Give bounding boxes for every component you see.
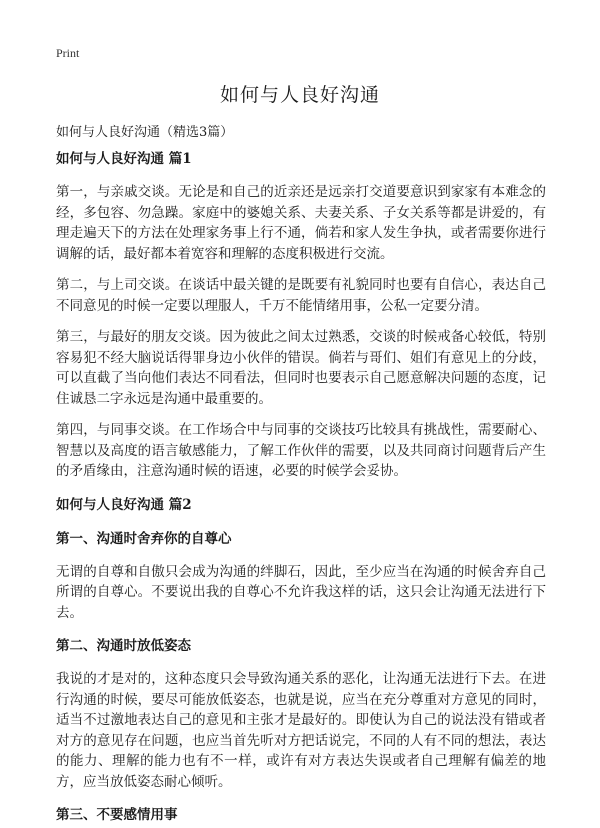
document-title: 如何与人良好沟通: [219, 84, 380, 106]
print-link[interactable]: Print: [56, 46, 80, 60]
paragraph: 第三，与最好的朋友交谈。因为彼此之间太过熟悉，交谈的时候戒备心较低，特别容易犯不经大脑说话得罪身边小伙伴的错误。倘若与哥们、姐们有意见上的分歧，可以直截了当向他们表达不同看法，但同时也要表示自己愿意解决问题的态度，记住诚恳二字永远是沟通中最重要的。: [56, 329, 546, 407]
paragraph: 第一，与亲戚交谈。无论是和自己的近亲还是远亲打交道要意识到家家有本难念的经，多包容、勿急躁。家庭中的婆媳关系、夫妻关系、子女关系等都是讲爱的，有理走遍天下的方法在处理家务事上行不通，倘若和家人发生争执，或者需要你进行调解的话，最好都本着宽容和理解的态度积极进行交流。: [56, 184, 546, 262]
section-heading: 第二、沟通时放低姿态: [56, 638, 191, 654]
paragraph: 第二，与上司交谈。在谈话中最关键的是既要有礼貌同时也要有自信心，表达自己不同意见的时候一定要以理服人，千万不能情绪用事，公私一定要分清。: [56, 277, 546, 314]
paragraph: 第四，与同事交谈。在工作场合中与同事的交谈技巧比较具有挑战性，需要耐心、智慧以及高度的语言敏感能力，了解工作伙伴的需要，以及共同商讨问题背后产生的矛盾缘由，注意沟通时候的语速，必要的时候学会妥协。: [56, 422, 546, 479]
document-subtitle: 如何与人良好沟通（精选3篇）: [56, 125, 234, 140]
paragraph: 我说的才是对的，这种态度只会导致沟通关系的恶化，让沟通无法进行下去。在进行沟通的时候，要尽可能放低姿态，也就是说，应当在充分尊重对方意见的同时，适当不过激地表达自己的意见和主张才是最好的。即使认为自己的说法没有错或者对方的意见存在问题，也应当首先听对方把话说完，不同的人有不同的想法，表达的能力、理解的能力也有不一样，或许有对方表达失误或者自己理解有偏差的地方，应当放低姿态耐心倾听。: [56, 671, 546, 790]
section-heading: 第三、不要感情用事: [56, 807, 178, 823]
section-heading: 如何与人良好沟通 篇1: [56, 151, 192, 167]
section-heading: 第一、沟通时舍弃你的自尊心: [56, 530, 232, 547]
paragraph: 无谓的自尊和自傲只会成为沟通的绊脚石，因此，至少应当在沟通的时候舍弃自己所谓的自尊心。不要说出我的自尊心不允许我这样的话，这只会让沟通无法进行下去。: [56, 563, 546, 621]
document-body: [56, 148, 546, 826]
section-heading: 如何与人良好沟通 篇2: [56, 496, 192, 513]
